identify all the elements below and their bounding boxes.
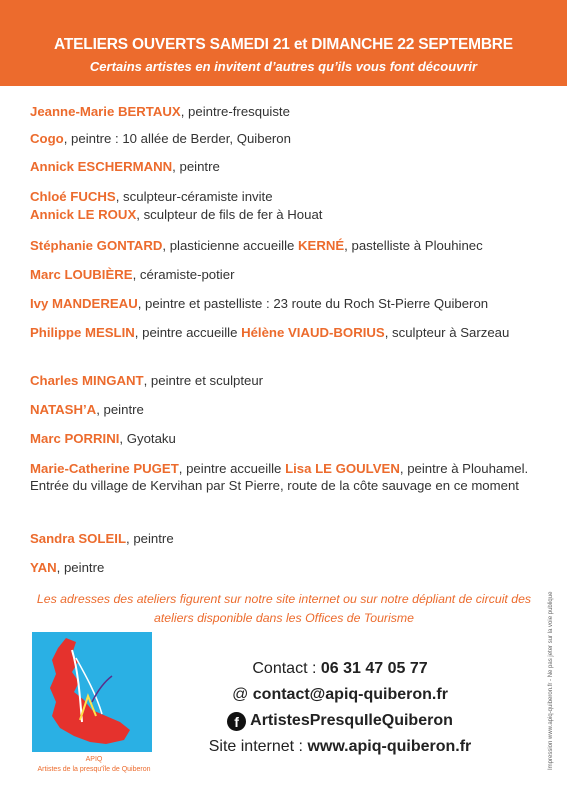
- artist-desc: , peintre et sculpteur: [143, 373, 264, 388]
- artist-name: Marc LOUBIÈRE: [30, 267, 133, 282]
- logo-caption-acronym: APIQ: [85, 756, 103, 763]
- site-label: Site internet :: [208, 738, 308, 755]
- artist-desc: , peintre et pastelliste : 23 route du Roch St-Pierre Quiberon: [137, 296, 489, 311]
- artist-desc: , plasticienne accueille: [162, 238, 298, 253]
- artist-desc: , peintre : 10 allée de Berder, Quiberon: [63, 131, 291, 146]
- artist-name: Sandra SOLEIL: [30, 531, 126, 546]
- logo-caption: [24, 755, 164, 775]
- contact-facebook-line: [170, 708, 510, 734]
- artist-desc: , céramiste-potier: [132, 267, 235, 282]
- website-link[interactable]: www.apiq-quiberon.fr: [307, 738, 472, 755]
- artist-entry: [30, 559, 535, 576]
- artist-desc: , peintre-fresquiste: [180, 104, 290, 119]
- contact-email-line: [170, 682, 510, 708]
- artist-desc: , peintre: [96, 402, 144, 417]
- guest-artist-name: Lisa LE GOULVEN: [285, 461, 400, 476]
- artist-name: Jeanne-Marie BERTAUX: [30, 104, 181, 119]
- print-notice: Impression www.apiq-quiberon.fr - Ne pas jeter sur la voie publique: [548, 591, 554, 770]
- email-link[interactable]: contact@apiq-quiberon.fr: [252, 686, 448, 703]
- phone-label: Contact :: [252, 660, 321, 677]
- artist-desc: , peintre: [56, 560, 105, 575]
- artist-entry: [30, 237, 535, 254]
- phone-number[interactable]: 06 31 47 05 77: [320, 660, 428, 677]
- artist-name: Stéphanie GONTARD: [30, 238, 163, 253]
- artist-desc: , sculpteur à Sarzeau: [384, 325, 510, 340]
- peninsula-map-icon: [32, 632, 152, 752]
- artist-name: Philippe MESLIN: [30, 325, 135, 340]
- artist-name: NATASH’A: [30, 402, 97, 417]
- artist-desc: , sculpteur-céramiste invite: [115, 189, 273, 204]
- addresses-note: Les adresses des ateliers figurent sur notre site internet ou sur notre dépliant de circuit des ateliers disponible dans les Offices de Tourisme: [36, 592, 532, 625]
- artist-desc: , pastelliste à Plouhinec: [344, 238, 483, 253]
- artist-name: Ivy MANDEREAU: [30, 296, 138, 311]
- artist-name: Annick LE ROUX: [30, 207, 137, 222]
- artist-name: Charles MINGANT: [30, 373, 144, 388]
- at-icon: @: [232, 686, 253, 703]
- artist-name: Marc PORRINI: [30, 431, 120, 446]
- artist-desc: , peintre accueille: [178, 461, 286, 476]
- artist-name: Annick ESCHERMANN: [30, 159, 173, 174]
- apiq-logo: [32, 632, 152, 752]
- artist-entry: [30, 266, 535, 283]
- banner-subtitle: Certains artistes en invitent d’autres qu’ils vous font découvrir: [89, 59, 478, 74]
- artist-name: Chloé FUCHS: [30, 189, 116, 204]
- artist-entry: [30, 158, 535, 175]
- artist-entry: [30, 130, 535, 147]
- banner-title: ATELIERS OUVERTS SAMEDI 21 et DIMANCHE 22 SEPTEMBRE: [54, 36, 513, 53]
- facebook-link[interactable]: ArtistesPresquIleQuiberon: [250, 712, 453, 729]
- artist-desc: , Gyotaku: [119, 431, 176, 446]
- artist-entry: [30, 530, 535, 547]
- artist-entry: [30, 430, 535, 447]
- artist-desc: , peintre: [172, 159, 220, 174]
- artist-entry: [30, 401, 535, 418]
- artist-entry: [30, 206, 535, 223]
- logo-caption-name: Artistes de la presqu'île de Quiberon: [37, 766, 151, 773]
- artist-entry: [30, 372, 535, 389]
- artist-desc: , peintre accueille: [134, 325, 242, 340]
- artist-entry: [30, 295, 535, 312]
- artist-name: YAN: [30, 560, 57, 575]
- contact-phone-line: [170, 656, 510, 682]
- artist-desc: , sculpteur de fils de fer à Houat: [136, 207, 323, 222]
- guest-artist-name: Hélène VIAUD-BORIUS: [241, 325, 385, 340]
- artist-entry: [30, 188, 535, 205]
- artist-entry: [30, 324, 535, 341]
- artist-name: Cogo: [30, 131, 64, 146]
- facebook-icon: f: [227, 712, 246, 731]
- guest-artist-name: KERNÉ: [298, 238, 345, 253]
- artist-desc: , peintre à Plouhamel. Entrée du village de Kervihan par St Pierre, route de la côte sauvage en ce moment: [30, 461, 529, 493]
- artist-desc: , peintre: [126, 531, 174, 546]
- contact-block: [170, 656, 510, 760]
- header-banner: [0, 0, 567, 86]
- artist-entry: [30, 103, 535, 120]
- contact-site-line: [170, 734, 510, 760]
- artist-entry: [30, 460, 535, 494]
- artist-name: Marie-Catherine PUGET: [30, 461, 179, 476]
